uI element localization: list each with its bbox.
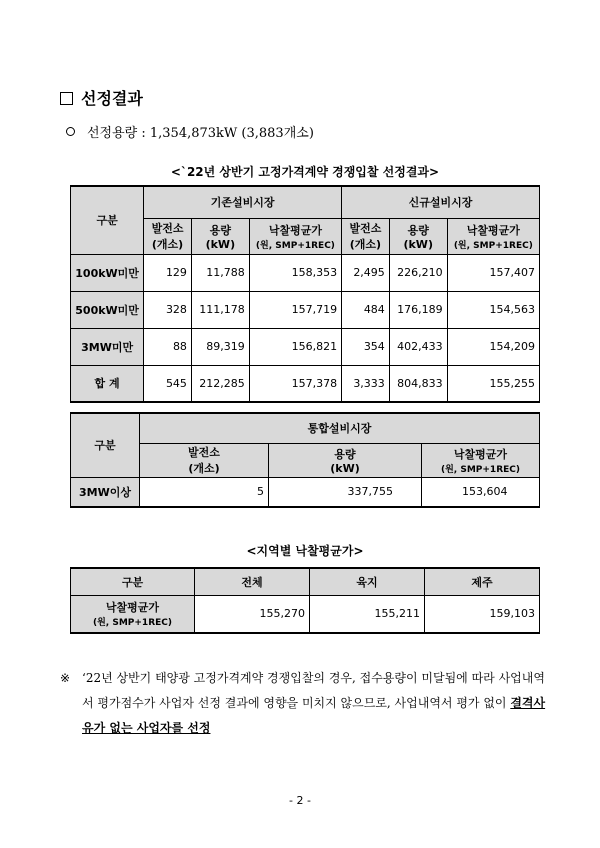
cell: 11,788 <box>191 254 249 291</box>
cell: 157,378 <box>249 365 341 402</box>
summary-line <box>66 122 314 141</box>
cell: 545 <box>144 365 192 402</box>
results-table <box>70 185 540 403</box>
table1-group-new: 신규설비시장 <box>342 186 540 218</box>
table3-header: 구분 <box>71 568 195 595</box>
cell: 226,210 <box>389 254 447 291</box>
row-label: 합 계 <box>71 365 144 402</box>
cell: 337,755 <box>269 477 422 507</box>
section-heading <box>60 86 143 109</box>
cell: 2,495 <box>342 254 390 291</box>
row-label: 3MW이상 <box>71 477 140 507</box>
checkbox-square-icon <box>60 92 73 105</box>
circle-bullet-icon <box>66 127 75 136</box>
table2-col-plants: 발전소 (개소) <box>140 443 269 477</box>
cell: 154,209 <box>447 328 539 365</box>
cell: 804,833 <box>389 365 447 402</box>
table2-col-price: 낙찰평균가 (원, SMP+1REC) <box>422 443 540 477</box>
table1-col-capacity: 용량 (kW) <box>191 218 249 254</box>
table-row <box>71 328 540 365</box>
cell: 88 <box>144 328 192 365</box>
cell: 157,719 <box>249 291 341 328</box>
cell: 159,103 <box>425 595 540 633</box>
cell: 153,604 <box>422 477 540 507</box>
cell: 212,285 <box>191 365 249 402</box>
row-label: 500kW미만 <box>71 291 144 328</box>
cell: 155,255 <box>447 365 539 402</box>
table1-col-plants: 발전소 (개소) <box>144 218 192 254</box>
cell: 3,333 <box>342 365 390 402</box>
cell: 5 <box>140 477 269 507</box>
table3-header: 제주 <box>425 568 540 595</box>
table3-header: 전체 <box>195 568 310 595</box>
reference-mark-icon: ※ <box>60 671 71 685</box>
cell: 154,563 <box>447 291 539 328</box>
table2-group: 통합설비시장 <box>140 413 540 443</box>
table-row <box>71 477 540 507</box>
row-label: 100kW미만 <box>71 254 144 291</box>
table-row <box>71 595 540 633</box>
footnote-emphasis: 결격사유가 없는 사업자를 선정 <box>82 696 546 735</box>
table1-group-existing: 기존설비시장 <box>144 186 342 218</box>
cell: 176,189 <box>389 291 447 328</box>
regional-price-table <box>70 567 540 634</box>
table1-col-price: 낙찰평균가 (원, SMP+1REC) <box>249 218 341 254</box>
summary-text: 선정용량 : 1,354,873kW (3,883개소) <box>87 126 314 141</box>
cell: 328 <box>144 291 192 328</box>
table-row-total <box>71 365 540 402</box>
cell: 129 <box>144 254 192 291</box>
table1-col-price: 낙찰평균가 (원, SMP+1REC) <box>447 218 539 254</box>
cell: 402,433 <box>389 328 447 365</box>
table1-col-plants: 발전소 (개소) <box>342 218 390 254</box>
table2-col-capacity: 용량 (kW) <box>269 443 422 477</box>
cell: 155,270 <box>195 595 310 633</box>
footnote <box>60 666 550 741</box>
table2-corner: 구분 <box>71 413 140 477</box>
table1-caption: <`22년 상반기 고정가격계약 경쟁입찰 선정결과> <box>170 165 440 179</box>
footnote-text: ‘22년 상반기 태양광 고정가격계약 경쟁입찰의 경우, 접수용량이 미달됨에 따라 사업내역서 평가점수가 사업자 선정 결과에 영향을 미치지 않으므로, 사업내역서 평가 없이 <box>82 671 545 710</box>
cell: 484 <box>342 291 390 328</box>
cell: 89,319 <box>191 328 249 365</box>
integrated-market-table <box>70 412 540 508</box>
table-row <box>71 291 540 328</box>
table3-caption: <지역별 낙찰평균가> <box>246 544 364 558</box>
table3-header: 육지 <box>310 568 425 595</box>
table-row <box>71 254 540 291</box>
cell: 157,407 <box>447 254 539 291</box>
cell: 158,353 <box>249 254 341 291</box>
section-heading-text: 선정결과 <box>81 89 143 108</box>
cell: 354 <box>342 328 390 365</box>
row-label: 낙찰평균가 (원, SMP+1REC) <box>71 595 195 633</box>
row-label: 3MW미만 <box>71 328 144 365</box>
page-number: - 2 - <box>289 794 311 807</box>
cell: 111,178 <box>191 291 249 328</box>
table1-col-capacity: 용량 (kW) <box>389 218 447 254</box>
cell: 156,821 <box>249 328 341 365</box>
cell: 155,211 <box>310 595 425 633</box>
table1-corner: 구분 <box>71 186 144 254</box>
